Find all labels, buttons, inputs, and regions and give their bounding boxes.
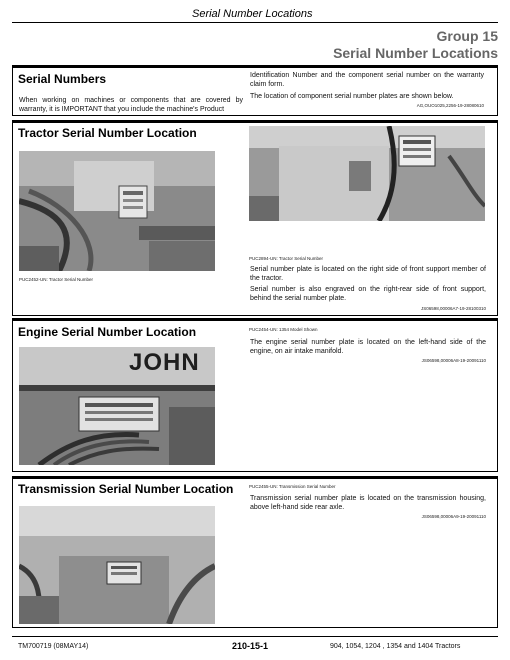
section-heading: Transmission Serial Number Location	[18, 482, 234, 496]
transmission-serial-photo	[19, 506, 215, 624]
body-paragraph: Identification Number and the component serial number on the warranty claim form.	[250, 72, 484, 88]
section-heading: Tractor Serial Number Location	[18, 126, 197, 140]
body-paragraph: Serial number plate is located on the right side of front support member of the tractor.	[250, 266, 486, 282]
tractor-serial-photo	[19, 151, 215, 271]
body-paragraph: The engine serial number plate is located on the left-hand side of the engine, on air intake manifold.	[250, 339, 486, 355]
photo-caption: PUC2455-UN: Transmission Serial Number	[249, 484, 336, 489]
running-header	[12, 8, 498, 23]
photo-caption: PUC2894-UN: Tractor Serial Number	[249, 256, 324, 261]
running-title: Serial Number Locations	[192, 8, 313, 20]
footer-models: 904, 1054, 1204 , 1354 and 1404 Tractors	[330, 643, 461, 650]
body-paragraph: Transmission serial number plate is located on the transmission housing, above left-hand side rear axle.	[250, 495, 486, 511]
john-logo-text: JOHN	[129, 349, 200, 376]
footer-rule	[12, 636, 498, 637]
section-engine	[12, 321, 498, 472]
section-heading: Serial Numbers	[18, 72, 107, 86]
group-number: Group 15	[436, 28, 498, 44]
reference-code: JS06598,00006A8-19-20091110	[421, 358, 486, 363]
reference-code: JS06598,00006A9-19-20091110	[421, 514, 486, 519]
footer-doc-id: TM700719 (08MAY14)	[18, 643, 89, 650]
body-paragraph: Serial number is also engraved on the right-rear side of front support, behind the serial number plate.	[250, 286, 486, 302]
reference-code: JS06598,00006A7-19-28100310	[420, 306, 486, 311]
section-tractor	[12, 123, 498, 316]
group-title: Serial Number Locations	[333, 45, 498, 61]
section-transmission	[12, 479, 498, 628]
photo-caption: PUC2454-UN: 1354 Model Shown	[249, 327, 318, 332]
body-paragraph: When working on machines or components that are covered by warranty, it is IMPORTANT that you include the machine's Product	[19, 97, 243, 113]
reference-code: AG,OUO1025,2256-19-28080610	[416, 103, 484, 108]
tractor-plate-photo	[249, 126, 485, 221]
section-serial-numbers	[12, 68, 498, 116]
engine-serial-photo	[19, 347, 215, 465]
page-number: 210-15-1	[232, 641, 269, 651]
section-heading: Engine Serial Number Location	[18, 325, 197, 339]
body-paragraph: The location of component serial number plates are shown below.	[250, 93, 454, 100]
photo-caption: PUC2452-UN: Tractor Serial Number	[19, 277, 94, 282]
